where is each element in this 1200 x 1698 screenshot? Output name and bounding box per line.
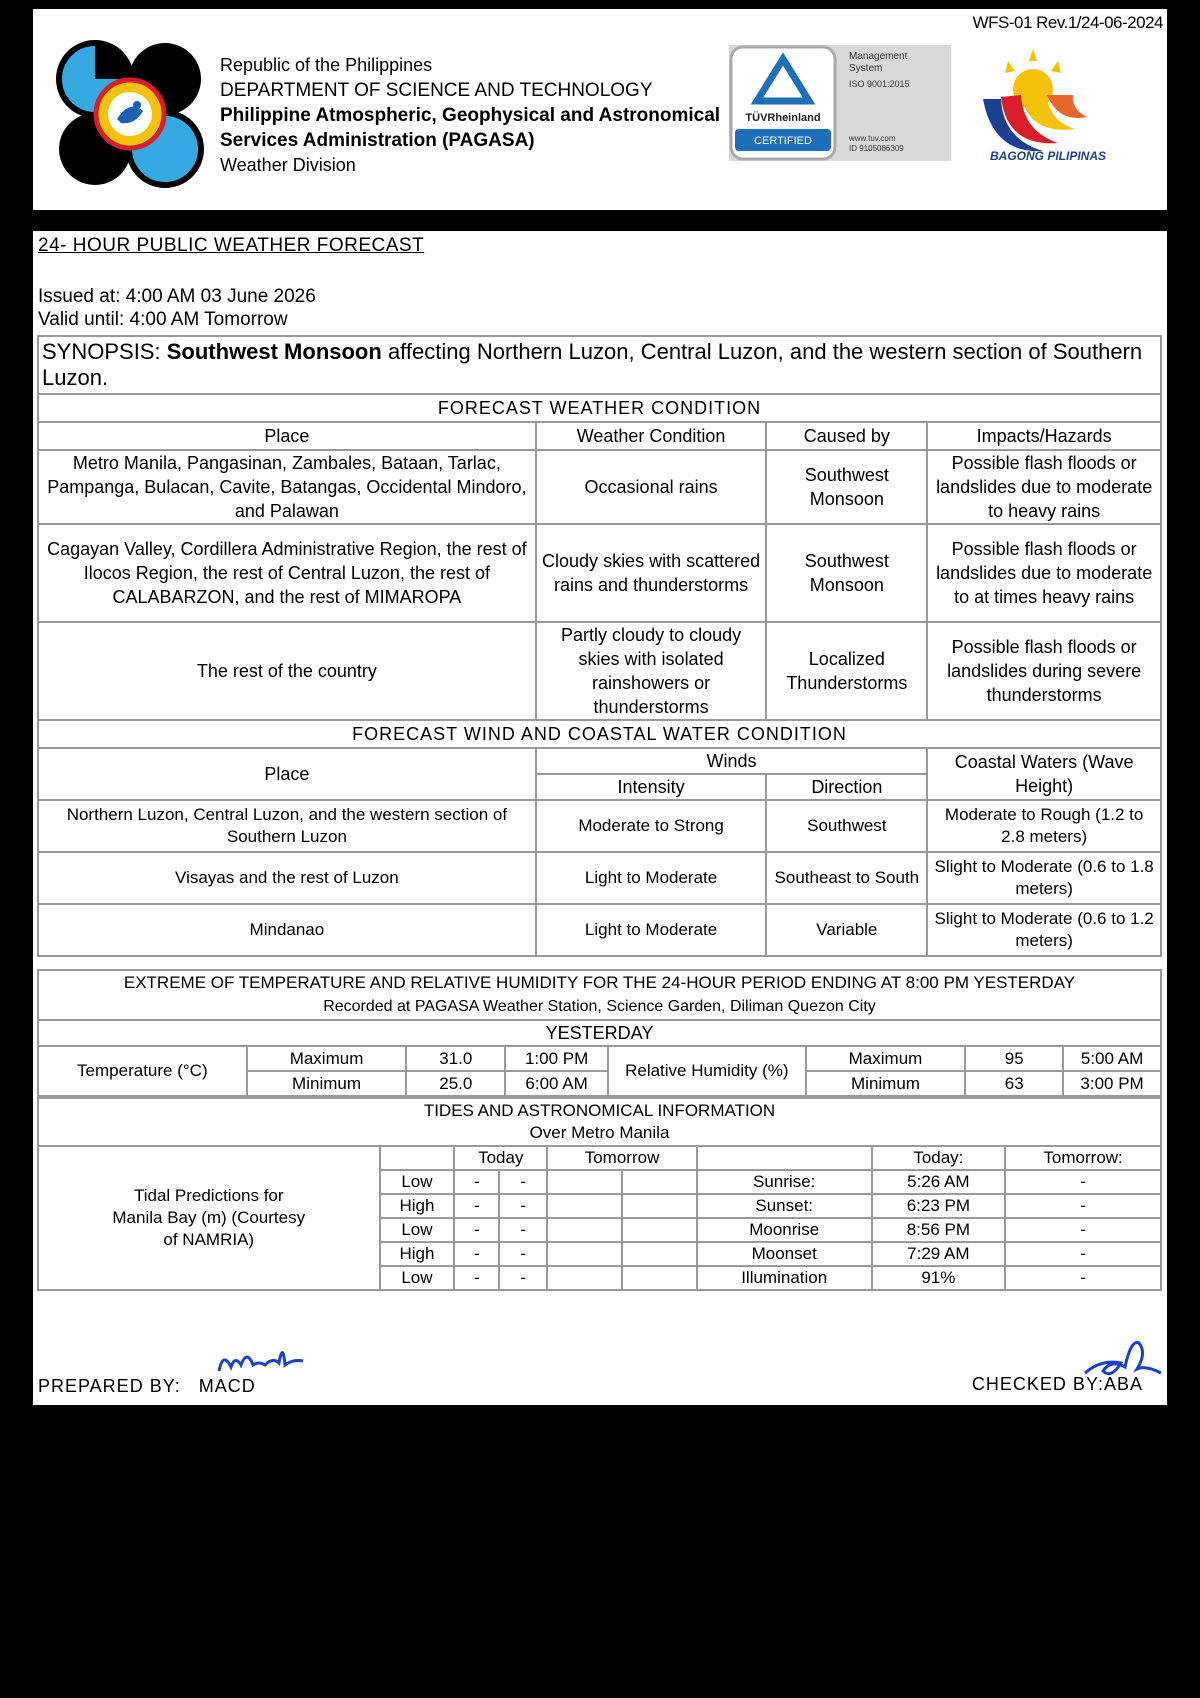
tides-subtitle: Over Metro Manila [529,1123,670,1142]
prepared-name: MACD [198,1376,256,1396]
weather-condition: Occasional rains [536,450,767,524]
tide-type: Low [380,1218,455,1242]
extreme-table [37,969,1162,1097]
table-row [38,450,1161,524]
checked-label: CHECKED BY: [971,1374,1104,1394]
tide-type: High [380,1242,455,1266]
tide-today-1: - [454,1242,499,1266]
wind-col-intensity: Intensity [536,774,767,800]
astro-label: Sunrise: [697,1170,872,1194]
tide-today-1: - [454,1194,499,1218]
place: Metro Manila, Pangasinan, Zambales, Bataan, Tarlac, Pampanga, Bulacan, Cavite, Batangas, Occidental Mindoro, and Palawan [38,450,536,524]
agency-pagasa-line2: Services Administration (PAGASA) [220,130,535,151]
temp-max-label: Maximum [247,1046,407,1071]
col-weather-condition: Weather Condition [536,422,767,450]
prepared-signature [213,1331,323,1381]
col-impacts: Impacts/Hazards [927,422,1161,450]
tuv-mgmt-3: ISO 9001:2015 [849,79,910,89]
rh-max-value: 95 [965,1046,1063,1071]
tides-table [37,1097,1162,1291]
agency-pagasa-line1: Philippine Atmospheric, Geophysical and Astronomical [220,105,721,126]
tuv-mgmt-2: System [849,63,883,74]
table-row [38,524,1161,622]
impacts: Possible flash floods or landslides due to moderate to at times heavy rains [927,524,1161,622]
wind-col-winds: Winds [536,748,928,774]
astro-today: 5:26 AM [872,1170,1006,1194]
tide-col-today: Today [454,1146,547,1170]
caused-by: Southwest Monsoon [766,450,927,524]
wind-direction: Southeast to South [766,852,927,904]
astro-col-today: Today: [872,1146,1006,1170]
wind-direction: Southwest [766,800,927,852]
temp-max-value: 31.0 [406,1046,505,1071]
forecast-title: 24- HOUR PUBLIC WEATHER FORECAST [38,235,425,256]
tide-today-2: - [499,1218,547,1242]
tide-today-1: - [454,1218,499,1242]
tide-today-2: - [499,1266,547,1290]
wind-col-place: Place [38,748,536,800]
tide-type: Low [380,1266,455,1290]
astro-today: 8:56 PM [872,1218,1006,1242]
issued-at: Issued at: 4:00 AM 03 June 2026 [38,286,316,307]
wind-place: Mindanao [38,904,536,956]
wind-place: Northern Luzon, Central Luzon, and the western section of Southern Luzon [38,800,536,852]
checked-signature [1081,1329,1165,1389]
checked-name: ABA [1103,1374,1143,1394]
document-code: WFS-01 Rev.1/24-06-2024 [972,13,1163,32]
section-weather-title: FORECAST WEATHER CONDITION [38,394,1161,422]
astro-today: 7:29 AM [872,1242,1006,1266]
wind-col-direction: Direction [766,774,927,800]
agency-republic: Republic of the Philippines [220,55,433,75]
temp-min-label: Minimum [247,1071,407,1096]
humidity-label: Relative Humidity (%) [608,1046,806,1096]
tide-col-tomorrow: Tomorrow [547,1146,697,1170]
section-wind-title: FORECAST WIND AND COASTAL WATER CONDITION [38,720,1161,748]
astro-tomorrow: - [1005,1194,1161,1218]
wind-intensity: Light to Moderate [536,852,767,904]
prepared-by [38,1376,256,1397]
astro-tomorrow: - [1005,1266,1161,1290]
forecast-body [33,231,1167,1405]
astro-today: 6:23 PM [872,1194,1006,1218]
synopsis: SYNOPSIS: Southwest Monsoon affecting Northern Luzon, Central Luzon, and the western section of Southern Luzon. [38,336,1161,394]
agency-department: DEPARTMENT OF SCIENCE AND TECHNOLOGY [220,80,653,101]
valid-until: Valid until: 4:00 AM Tomorrow [38,309,288,330]
astro-label: Moonset [697,1242,872,1266]
prepared-label: PREPARED BY: [38,1376,181,1396]
astro-label: Sunset: [697,1194,872,1218]
astro-tomorrow: - [1005,1242,1161,1266]
rh-min-label: Minimum [806,1071,966,1096]
astro-col-tomorrow: Tomorrow: [1005,1146,1161,1170]
astro-label: Illumination [697,1266,872,1290]
wind-place: Visayas and the rest of Luzon [38,852,536,904]
astro-tomorrow: - [1005,1218,1161,1242]
caused-by: Localized Thunderstorms [766,622,927,720]
astro-label: Moonrise [697,1218,872,1242]
col-caused-by: Caused by [766,422,927,450]
synopsis-row [38,336,1161,394]
tide-today-2: - [499,1194,547,1218]
table-row [38,852,1161,904]
extreme-subtitle: Recorded at PAGASA Weather Station, Science Garden, Diliman Quezon City [323,998,876,1015]
place: Cagayan Valley, Cordillera Administrative Region, the rest of Ilocos Region, the rest of Central Luzon, the rest of CALABARZON, and the rest of MIMAROPA [38,524,536,622]
tuv-certification-logo [729,45,951,161]
coastal-waters: Slight to Moderate (0.6 to 1.2 meters) [927,904,1161,956]
weather-header-row [38,422,1161,450]
place: The rest of the country [38,622,536,720]
issue-info [38,285,316,331]
tide-today-1: - [454,1170,499,1194]
wind-intensity: Light to Moderate [536,904,767,956]
table-row [38,622,1161,720]
rh-max-label: Maximum [806,1046,966,1071]
tidal-predictions-label: Tidal Predictions for Manila Bay (m) (Courtesy of NAMRIA) [38,1146,380,1290]
wind-col-coastal: Coastal Waters (Wave Height) [927,748,1161,800]
tuv-certified: CERTIFIED [754,135,812,147]
impacts: Possible flash floods or landslides due to moderate to heavy rains [927,450,1161,524]
agency-block [220,53,720,178]
astro-today: 91% [872,1266,1006,1290]
tides-title: TIDES AND ASTRONOMICAL INFORMATION Over Metro Manila [38,1098,1161,1146]
col-place: Place [38,422,536,450]
agency-division: Weather Division [220,155,356,175]
coastal-waters: Slight to Moderate (0.6 to 1.8 meters) [927,852,1161,904]
synopsis-system: Southwest Monsoon [166,339,382,364]
document-header [33,9,1167,210]
tuv-id: ID 9105086309 [849,144,904,153]
tide-today-2: - [499,1170,547,1194]
pagasa-logo [55,39,205,189]
bagong-pilipinas-text: BAGONG PILIPINAS [989,149,1106,163]
synopsis-text: affecting Northern Luzon, Central Luzon, and the western section of Southern Luzon. [42,339,1143,390]
rh-max-time: 5:00 AM [1063,1046,1161,1071]
rh-min-value: 63 [965,1071,1063,1096]
caused-by: Southwest Monsoon [766,524,927,622]
weather-condition: Partly cloudy to cloudy skies with isolated rainshowers or thunderstorms [536,622,767,720]
temp-min-value: 25.0 [406,1071,505,1096]
rh-min-time: 3:00 PM [1063,1071,1161,1096]
weather-condition: Cloudy skies with scattered rains and thunderstorms [536,524,767,622]
tuv-mgmt-1: Management [849,51,908,62]
extreme-title: EXTREME OF TEMPERATURE AND RELATIVE HUMIDITY FOR THE 24-HOUR PERIOD ENDING AT 8:00 PM YESTERDAY Recorded at PAGASA Weather Station, Science Garden, Diliman Quezon City [38,970,1161,1020]
temp-min-time: 6:00 AM [505,1071,608,1096]
tide-type: Low [380,1170,455,1194]
tide-type: High [380,1194,455,1218]
impacts: Possible flash floods or landslides during severe thunderstorms [927,622,1161,720]
tuv-brand: TÜVRheinland [745,112,821,124]
tide-today-2: - [499,1242,547,1266]
table-row [38,904,1161,956]
tuv-web: www.tuv.com [849,134,896,143]
wind-intensity: Moderate to Strong [536,800,767,852]
yesterday-label: YESTERDAY [38,1020,1161,1046]
wind-direction: Variable [766,904,927,956]
tide-today-1: - [454,1266,499,1290]
temperature-label: Temperature (°C) [38,1046,247,1096]
weather-table [37,335,1162,957]
astro-tomorrow: - [1005,1170,1161,1194]
table-row [38,800,1161,852]
temp-max-time: 1:00 PM [505,1046,608,1071]
coastal-waters: Moderate to Rough (1.2 to 2.8 meters) [927,800,1161,852]
